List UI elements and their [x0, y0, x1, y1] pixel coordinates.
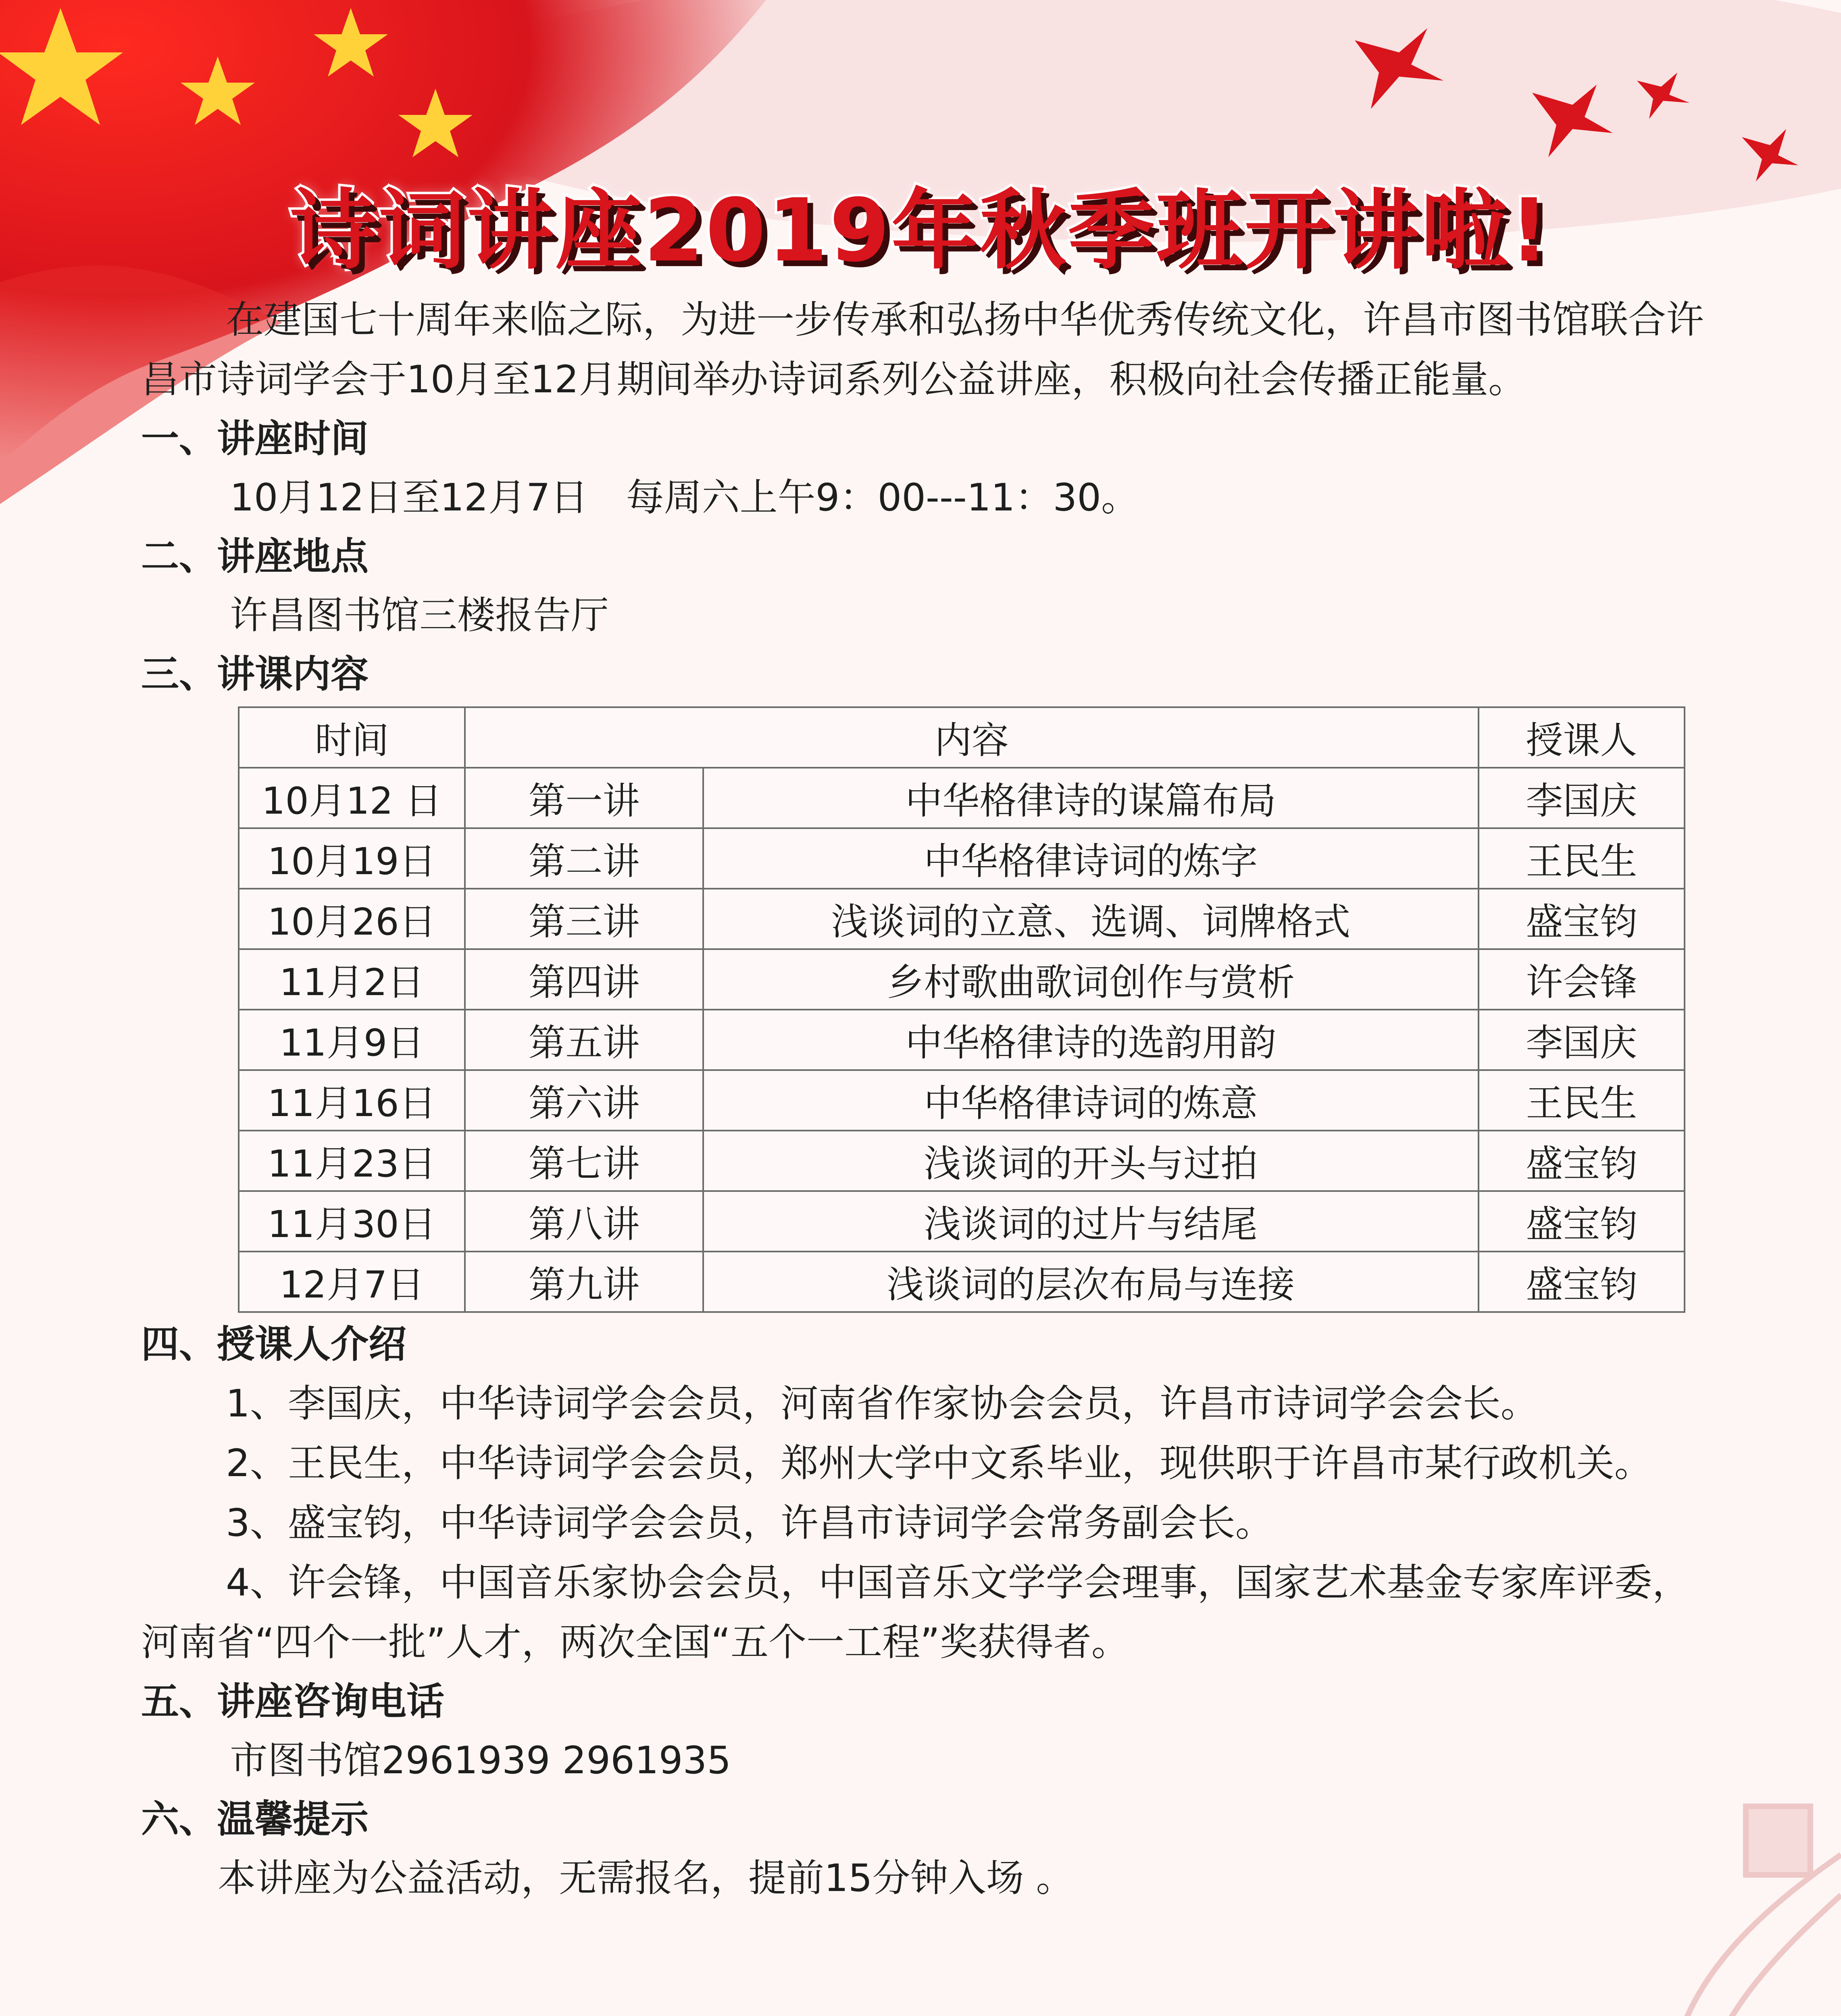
header-content: 内容: [465, 707, 1479, 768]
schedule-table: [238, 706, 1685, 1313]
section-content-heading: 三、讲课内容: [141, 652, 369, 696]
cell-speaker: 盛宝钧: [1479, 1252, 1685, 1312]
table-row: [239, 1010, 1685, 1070]
intro-paragraph: 在建国七十周年来临之际，为进一步传承和弘扬中华优秀传统文化，许昌市图书馆联合许昌市诗词学会于10月至12月期间举办诗词系列公益讲座，积极向社会传播正能量。: [141, 298, 1704, 402]
cell-topic: 浅谈词的层次布局与连接: [703, 1252, 1479, 1312]
table-row: [239, 1070, 1685, 1131]
speaker-intro-4: 4、许会锋，中国音乐家协会会员，中国音乐文学学会理事，国家艺术基金专家库评委，河南省“四个一批”人才，两次全国“五个一工程”奖获得者。: [141, 1561, 1690, 1664]
section-place-text: 许昌图书馆三楼报告厅: [230, 594, 609, 637]
table-row: [239, 768, 1685, 828]
cell-lecture: 第五讲: [465, 1010, 703, 1070]
speaker-intro-3: 3、盛宝钧，中华诗词学会会员，许昌市诗词学会常务副会长。: [226, 1501, 1273, 1545]
cell-topic: 中华格律诗词的炼意: [703, 1070, 1479, 1131]
table-row: [239, 889, 1685, 949]
cell-date: 11月2日: [239, 949, 465, 1010]
cell-speaker: 许会锋: [1479, 949, 1685, 1010]
table-row: [239, 828, 1685, 889]
cell-lecture: 第六讲: [465, 1070, 703, 1131]
speaker-intro-1: 1、李国庆，中华诗词学会会员，河南省作家协会会员，许昌市诗词学会会长。: [226, 1382, 1539, 1426]
cell-speaker: 盛宝钧: [1479, 1131, 1685, 1191]
poster-title: 诗词讲座2019年秋季班开讲啦!: [290, 180, 1551, 281]
cell-lecture: 第一讲: [465, 768, 703, 828]
cell-topic: 浅谈词的过片与结尾: [703, 1191, 1479, 1252]
cell-lecture: 第二讲: [465, 828, 703, 889]
section-phone-text: 市图书馆2961939 2961935: [230, 1739, 731, 1783]
cell-topic: 中华格律诗的选韵用韵: [703, 1010, 1479, 1070]
cell-date: 10月12 日: [239, 768, 465, 828]
cell-date: 12月7日: [239, 1252, 465, 1312]
cell-date: 11月9日: [239, 1010, 465, 1070]
cell-lecture: 第三讲: [465, 889, 703, 949]
cell-lecture: 第七讲: [465, 1131, 703, 1191]
cell-lecture: 第四讲: [465, 949, 703, 1010]
cell-date: 10月26日: [239, 889, 465, 949]
cell-topic: 中华格律诗的谋篇布局: [703, 768, 1479, 828]
cell-speaker: 盛宝钧: [1479, 1191, 1685, 1252]
section-place-heading: 二、讲座地点: [141, 535, 369, 579]
table-row: [239, 949, 1685, 1010]
cell-speaker: 李国庆: [1479, 1010, 1685, 1070]
cell-topic: 浅谈词的开头与过拍: [703, 1131, 1479, 1191]
cell-speaker: 盛宝钧: [1479, 889, 1685, 949]
poster-content: [141, 290, 1714, 1908]
cell-lecture: 第九讲: [465, 1252, 703, 1312]
section-time-text: 10月12日至12月7日 每周六上午9：00---11：30。: [230, 476, 1139, 520]
table-row: [239, 1191, 1685, 1252]
cell-speaker: 王民生: [1479, 828, 1685, 889]
cell-lecture: 第八讲: [465, 1191, 703, 1252]
cell-topic: 浅谈词的立意、选调、词牌格式: [703, 889, 1479, 949]
header-time: 时间: [239, 707, 465, 768]
speaker-intro-2: 2、王民生，中华诗词学会会员，郑州大学中文系毕业，现供职于许昌市某行政机关。: [226, 1441, 1652, 1485]
cell-date: 11月16日: [239, 1070, 465, 1131]
cell-topic: 乡村歌曲歌词创作与赏析: [703, 949, 1479, 1010]
header-speaker: 授课人: [1479, 707, 1685, 768]
section-speakers-heading: 四、授课人介绍: [141, 1322, 407, 1366]
section-tips-text: 本讲座为公益活动，无需报名，提前15分钟入场 。: [218, 1856, 1074, 1900]
section-tips-heading: 六、温馨提示: [141, 1797, 369, 1841]
cell-date: 11月23日: [239, 1131, 465, 1191]
cell-date: 11月30日: [239, 1191, 465, 1252]
table-row: [239, 1252, 1685, 1312]
section-time-heading: 一、讲座时间: [141, 417, 369, 461]
cell-speaker: 王民生: [1479, 1070, 1685, 1131]
cell-topic: 中华格律诗词的炼字: [703, 828, 1479, 889]
cell-date: 10月19日: [239, 828, 465, 889]
table-row: [239, 1131, 1685, 1191]
cell-speaker: 李国庆: [1479, 768, 1685, 828]
table-header-row: [239, 707, 1685, 768]
section-phone-heading: 五、讲座咨询电话: [141, 1680, 445, 1724]
